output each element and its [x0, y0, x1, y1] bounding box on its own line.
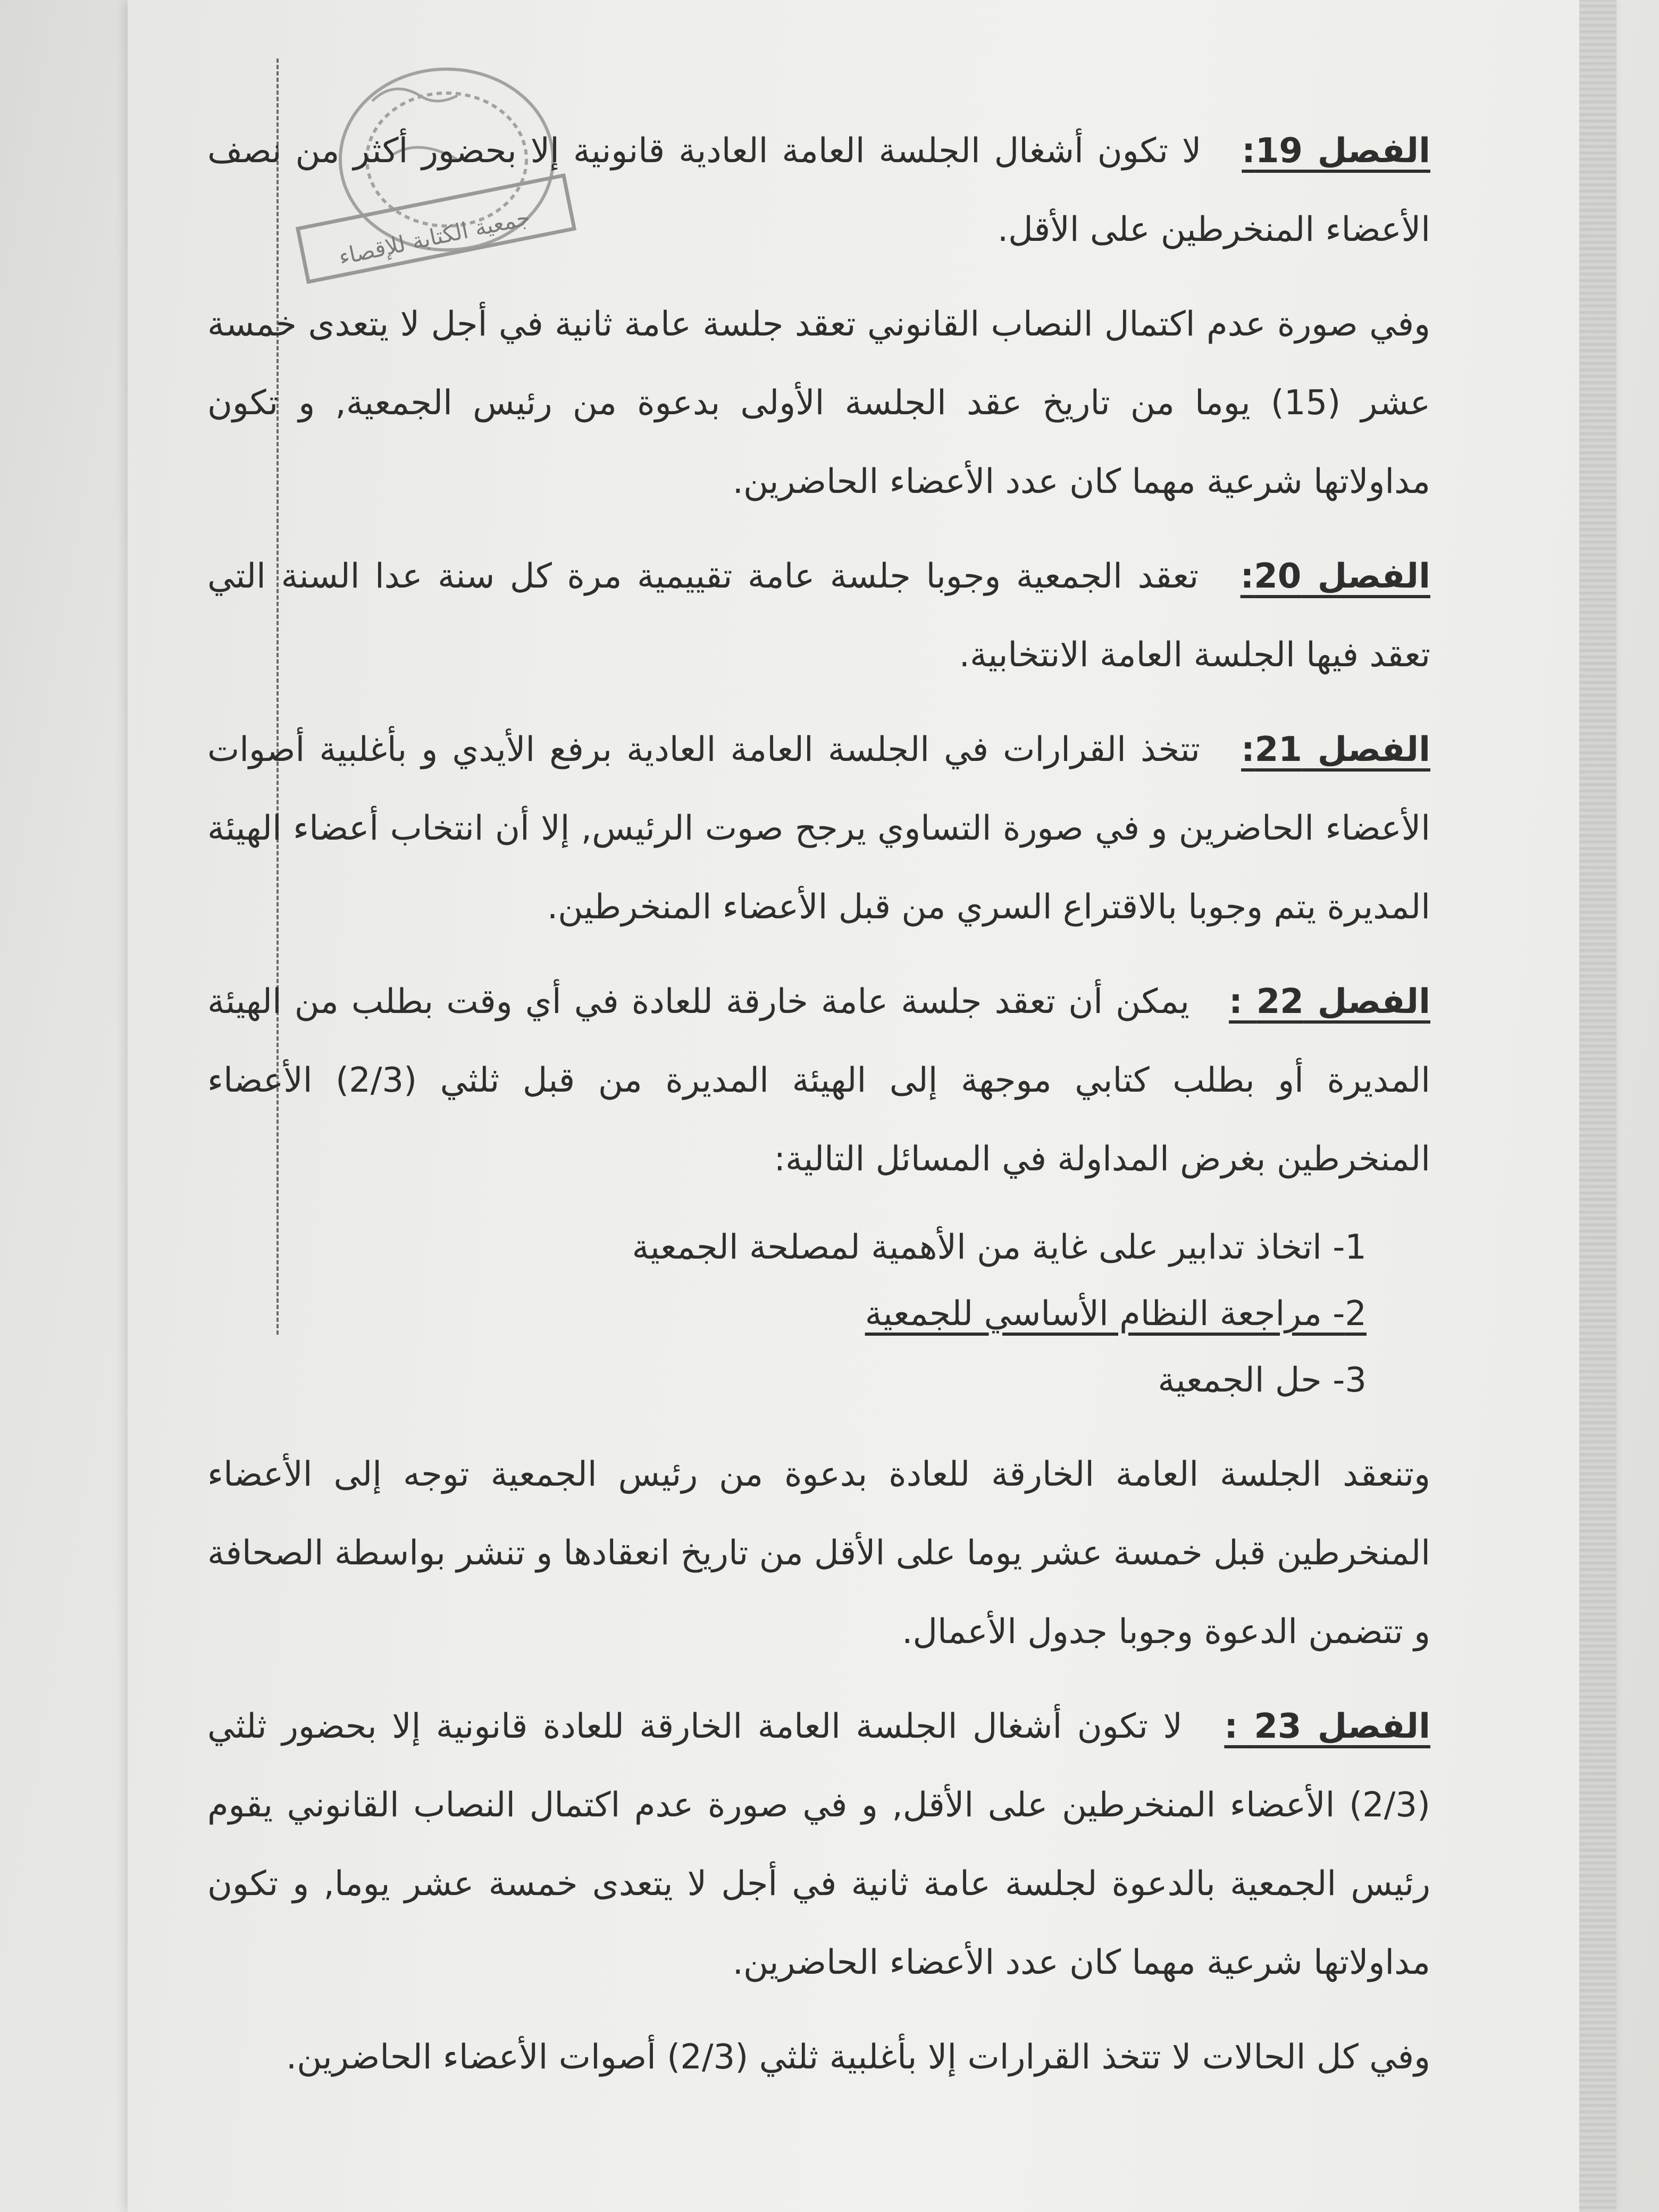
article-22-paragraph-2: وتنعقد الجلسة العامة الخارقة للعادة بدعوة من رئيس الجمعية توجه إلى الأعضاء المنخرطين قبل خمسة عشر يوما على الأقل من تاريخ انعقادها و تنشر بواسطة الصحافة و تتضمن الدعوة وجوبا جدول الأعمال.: [207, 1455, 1430, 1652]
stamp-text: جمعية الكتابة للإقصاء: [336, 204, 533, 270]
article-23-text: لا تكون أشغال الجلسة العامة الخارقة للعادة قانونية إلا بحضور ثلثي (2/3) الأعضاء المنخرطين على الأقل, و في صورة عدم اكتمال النصاب القانوني يقوم رئيس الجمعية بالدعوة لجلسة عامة ثانية في أجل لا يتعدى خمسة عشر يوما, و تكون مداولاتها شرعية مهما كان عدد الأعضاء الحاضرين.: [207, 1707, 1430, 1982]
article-23-paragraph-2: وفي كل الحالات لا تتخذ القرارات إلا بأغلبية ثلثي (2/3) أصوات الأعضاء الحاضرين.: [286, 2038, 1430, 2077]
article-22-text: يمكن أن تعقد جلسة عامة خارقة للعادة في أي وقت بطلب من الهيئة المديرة أو بطلب كتابي موجهة إلى الهيئة المديرة من قبل ثلثي (2/3) الأعضاء المنخرطين بغرض المداولة في المسائل التالية:: [207, 982, 1431, 1179]
article-19-paragraph-2: وفي صورة عدم اكتمال النصاب القانوني تعقد جلسة عامة ثانية في أجل لا يتعدى خمسة عشر (15) يوما من تاريخ عقد الجلسة الأولى بدعوة من رئيس الجمعية, و تكون مداولاتها شرعية مهما كان عدد الأعضاء الحاضرين.: [207, 305, 1431, 501]
article-20-label: الفصل 20:: [1240, 557, 1430, 596]
article-19-label: الفصل 19:: [1242, 131, 1431, 171]
article-21-text: تتخذ القرارات في الجلسة العامة العادية برفع الأيدي و بأغلبية أصوات الأعضاء الحاضرين و في صورة التساوي يرجح صوت الرئيس, إلا أن انتخاب أعضاء الهيئة المديرة يتم وجوبا بالاقتراع السري من قبل الأعضاء المنخرطين.: [207, 730, 1430, 927]
article-21-label: الفصل 21:: [1241, 730, 1431, 769]
article-22-list: [207, 1214, 1430, 1414]
article-22-label: الفصل 22 :: [1229, 982, 1431, 1021]
article-23: [207, 1687, 1430, 2002]
document-page: [128, 0, 1616, 2212]
article-22: [207, 962, 1430, 1199]
article-20: [207, 537, 1430, 694]
document-body: [207, 112, 1430, 2113]
list-item: 2- مراجعة النظام الأساسي للجمعية: [865, 1294, 1367, 1334]
list-item: 3- حل الجمعية: [1158, 1361, 1367, 1400]
article-20-text: تعقد الجمعية وجوبا جلسة عامة تقييمية مرة كل سنة عدا السنة التي تعقد فيها الجلسة العامة الانتخابية.: [207, 557, 1430, 675]
article-19-text: لا تكون أشغال الجلسة العامة العادية قانونية إلا بحضور أكثر من نصف الأعضاء المنخرطين على الأقل.: [207, 131, 1430, 249]
page-edge: [1579, 0, 1616, 2212]
list-item: 1- اتخاذ تدابير على غاية من الأهمية لمصلحة الجمعية: [632, 1228, 1367, 1267]
article-19: [207, 112, 1430, 269]
article-23-label: الفصل 23 :: [1224, 1707, 1431, 1746]
article-21: [207, 710, 1430, 946]
